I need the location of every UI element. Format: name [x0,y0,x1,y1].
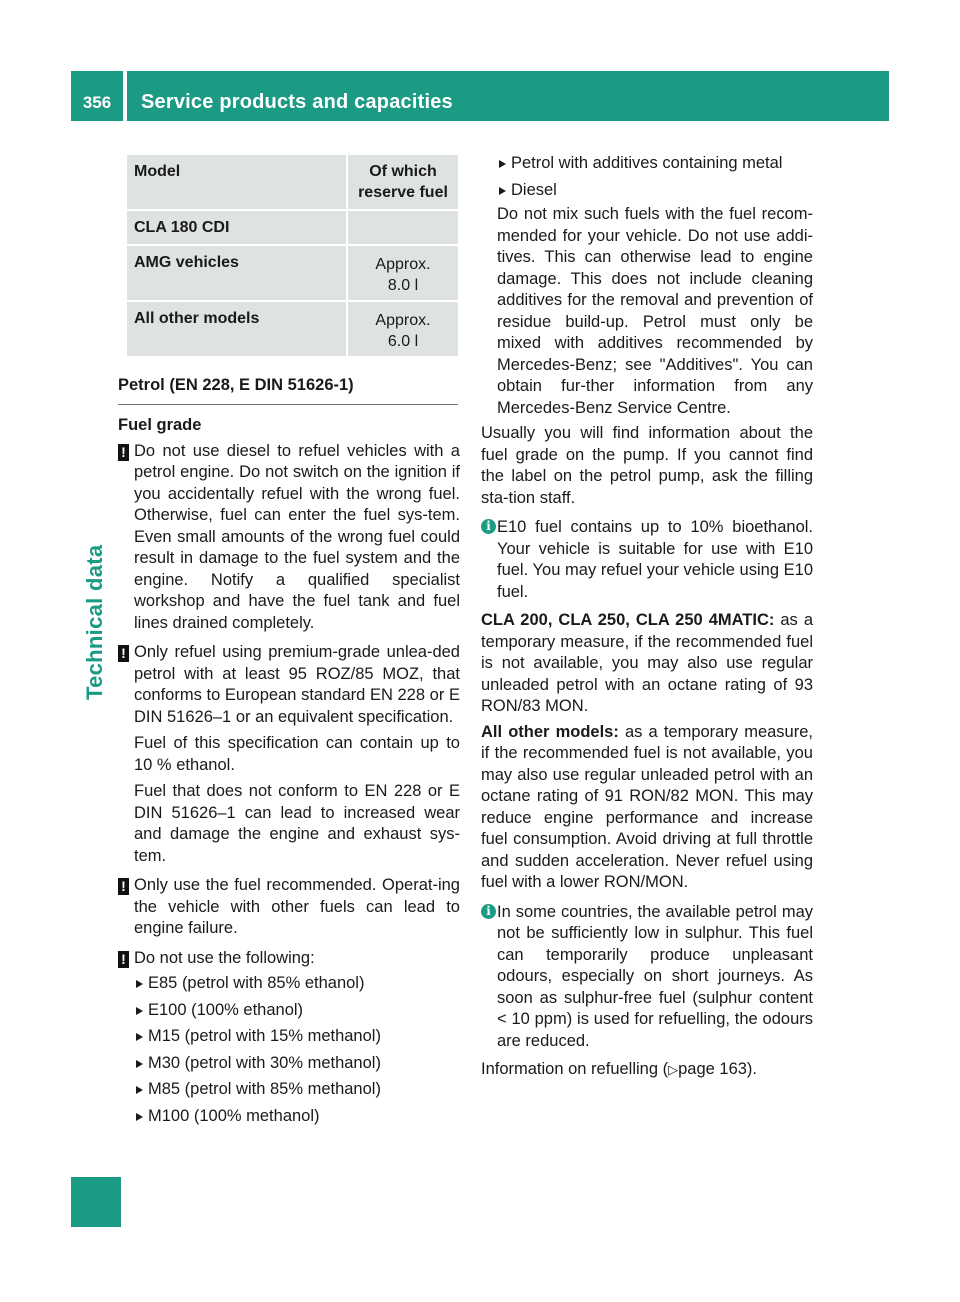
refuel-text: Information on refuelling ( [481,1060,669,1078]
warning-icon: ! [118,951,129,968]
warning-note [118,948,460,1128]
info-icon: i [481,904,496,919]
model-label: All other models: [481,722,619,741]
warning-note-continued [481,153,813,419]
warning-icon: ! [118,444,129,461]
list-item: M85 (petrol with 85% methanol) [134,1079,460,1101]
page-ref-arrow-icon: ▷ [668,1062,679,1077]
warning-text: Only refuel using premium-grade unlea-ded petrol with at least 95 ROZ/85 MOZ, that conforms to European standard EN 228 or E DIN 51626–1 or an equivalent specification. [134,643,460,726]
paragraph: Usually you will find information about the fuel grade on the pump. If you cannot find the label on the petrol pump, ask the filling sta-tion staff. [481,424,813,507]
warning-text: Do not use diesel to refuel vehicles with a petrol engine. Do not switch on the ignition if you accidentally refuel with the wrong fuel. Otherwise, fuel can enter the fuel sys-tem. Even small amounts of the wrong fuel could result in damage to the fuel system and the engine. Notify a qualified specialist workshop and have the fuel tank and fuel lines drained completely. [134,441,460,632]
table-cell-model: All other models [134,310,260,327]
model-text: as a temporary measure, if the recommended fuel is not available, you may also use regular unleaded petrol with an octane rating of 91 RON/82 MON. This may reduce engine performance and increase fuel consumption. Avoid driving at full throttle and sudden acceleration. Never refuel using fuel with a lower RON/MON. [481,722,813,891]
list-item: Diesel [497,180,813,202]
table-cell-reserve-line2: 8.0 l [387,277,419,294]
model-text: as a temporary measure, if the recommended fuel is not available, you may also use regular unleaded petrol with an octane rating of 93 RON/83 MON. [481,611,813,715]
table-cell-reserve-line2: 6.0 l [387,333,419,350]
page-title: Service products and capacities [141,91,453,113]
table-row [127,246,458,302]
table-cell-model: AMG vehicles [134,254,239,271]
section-heading: Petrol (EN 228, E DIN 51626-1) [118,375,458,405]
model-label: CLA 200, CLA 250, CLA 250 4MATIC: [481,611,775,629]
page-number: 356 [71,71,123,121]
warning-text: Fuel that does not conform to EN 228 or E DIN 51626–1 can lead to increased wear and damage the engine and exhaust sys-tem. [134,782,460,865]
list-item: Petrol with additives containing metal [497,153,813,175]
table-cell-reserve [346,246,458,300]
table-row [127,302,458,358]
page-header [71,71,889,121]
info-icon: i [481,519,496,534]
warning-icon: ! [118,645,129,662]
left-column [118,415,460,1132]
warning-text: Do not mix such fuels with the fuel recom-mended for your vehicle. Do not use addi-tives. This can otherwise lead to engine damage. This does not include cleaning additives for the removal and prevention of residue build-up. Petrol must only be mixed with additives recommended by Mercedes-Benz; see "Additives". You can obtain fur-ther information from any Mercedes-Benz Service Centre. [497,205,813,417]
fuel-grade-heading: Fuel grade [118,416,202,434]
warning-note [118,441,460,635]
info-text: E10 fuel contains up to 10% bioethanol. Your vehicle is suitable for use with E10 fuel. You may refuel your vehicle using E10 fuel. [497,518,813,601]
table-cell-model: CLA 180 CDI [134,219,230,236]
list-item: E85 (petrol with 85% ethanol) [134,973,460,995]
refuel-reference [481,1059,813,1081]
list-item: E100 (100% ethanol) [134,1000,460,1022]
column-header-reserve-line1: Of which [369,163,437,180]
warning-icon: ! [118,878,129,895]
paragraph [481,610,813,718]
table-cell-reserve [346,211,458,244]
column-header-model: Model [134,163,181,180]
list-item: M30 (petrol with 30% methanol) [134,1053,460,1075]
info-text: In some countries, the available petrol may not be sufficiently low in sulphur. This fuel can temporarily produce unpleasant odours, especially on short journeys. As soon as sulphur-free fuel (sulphur content < 10 ppm) is used for refuelling, the odours are reduced. [497,902,813,1050]
side-tab-label: Technical data [82,544,107,700]
right-column [481,153,813,1081]
info-note [481,517,813,603]
list-item: M15 (petrol with 15% methanol) [134,1026,460,1048]
column-header-reserve [346,155,458,209]
list-item: M100 (100% methanol) [134,1106,460,1128]
warning-note [118,642,460,867]
warning-text: Do not use the following: [134,948,315,967]
warning-note [118,875,460,940]
warning-text: Only use the fuel recommended. Operat-ing the vehicle with other fuels can lead to engine failure. [134,876,460,937]
prohibited-fuels-list-cont [497,153,813,201]
prohibited-fuels-list [134,973,460,1127]
column-header-reserve-line2: reserve fuel [358,184,448,201]
table-cell-reserve-line1: Approx. [375,256,431,273]
page-reference-link[interactable]: page 163). [678,1060,758,1078]
reserve-fuel-table [127,155,458,358]
paragraph [481,722,813,894]
table-row [127,211,458,246]
side-tab-marker [71,1177,121,1227]
table-header-row [127,155,458,211]
info-note [481,902,813,1053]
title-bar [127,71,889,121]
table-cell-reserve [346,302,458,356]
table-cell-reserve-line1: Approx. [375,312,431,329]
warning-text: Fuel of this specification can contain up to 10 % ethanol. [134,734,460,774]
